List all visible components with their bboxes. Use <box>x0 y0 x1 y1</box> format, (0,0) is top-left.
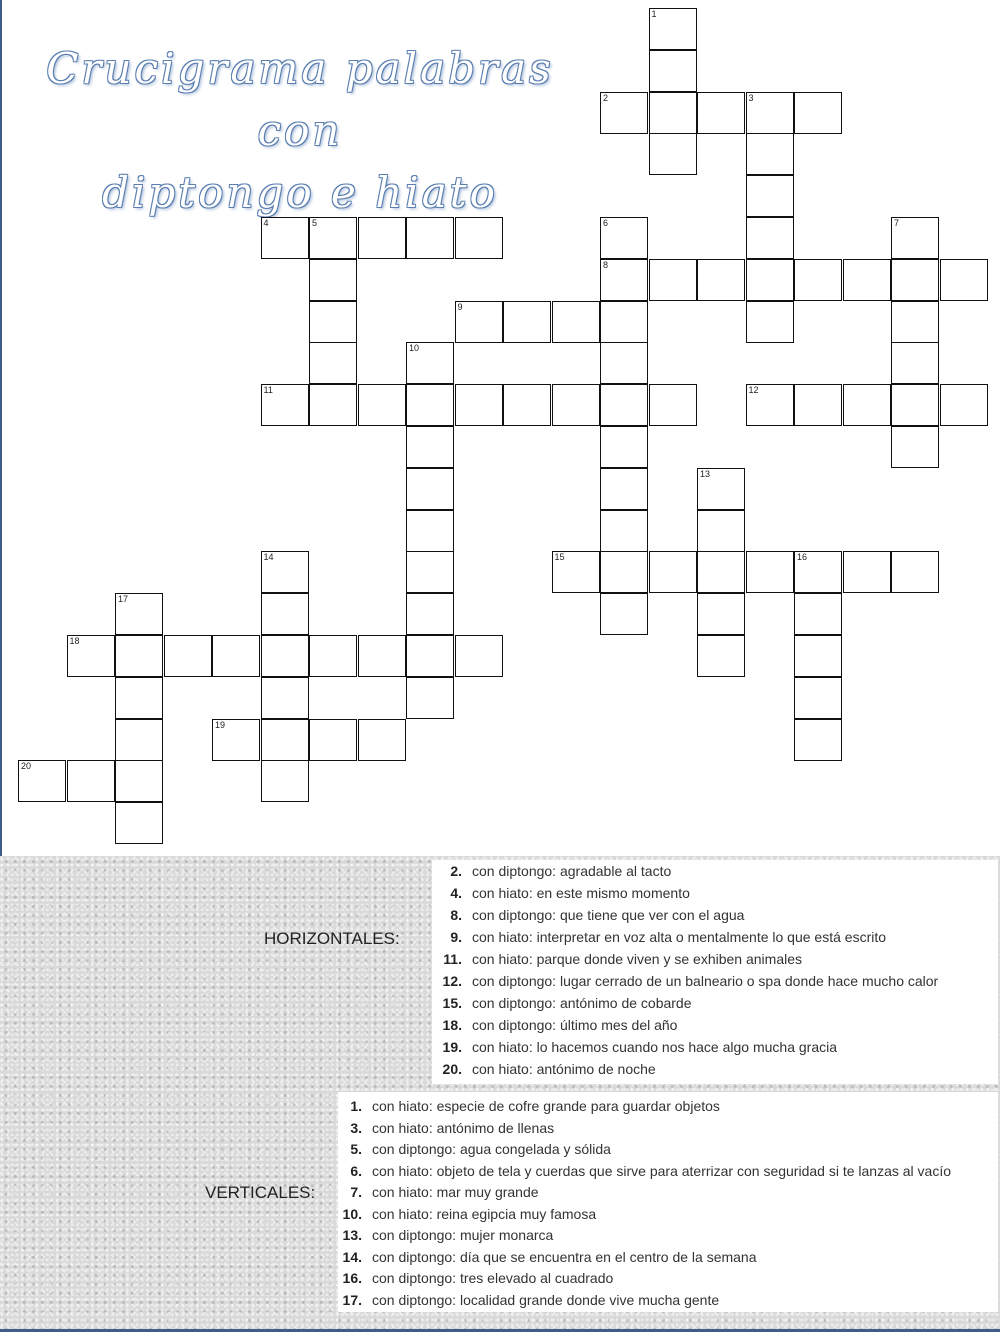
clue-number: 4 <box>263 218 269 228</box>
clue-item-text: con diptongo: mujer monarca <box>372 1227 554 1243</box>
page-title: Crucigrama palabras con diptongo e hiato <box>46 44 554 217</box>
crossword-cell[interactable] <box>212 635 260 677</box>
crossword-cell[interactable] <box>503 301 551 343</box>
crossword-cell[interactable] <box>309 342 357 384</box>
crossword-cell[interactable] <box>115 677 163 719</box>
clue-item-number: 10. <box>342 1205 362 1222</box>
crossword-cell[interactable] <box>261 593 309 635</box>
clue-item-number: 11. <box>443 951 462 967</box>
crossword-cell[interactable] <box>794 677 842 719</box>
clue-number: 2 <box>603 92 609 103</box>
clue-number: 10 <box>409 343 420 354</box>
clue-item-text: con hiato: reina egipcia muy famosa <box>372 1205 597 1222</box>
clue-item <box>440 1017 677 1033</box>
crossword-cell[interactable] <box>600 593 648 635</box>
crossword-cell[interactable] <box>115 760 163 802</box>
crossword-cell[interactable] <box>115 719 163 761</box>
clue-item <box>340 1206 596 1222</box>
clue-item-number: 15. <box>442 995 462 1011</box>
clue-item-text: con hiato: parque donde viven y se exhiben animales <box>472 951 802 967</box>
clue-item-number: 9. <box>450 929 462 945</box>
crossword-cell[interactable] <box>309 217 357 259</box>
clue-item <box>440 885 690 901</box>
crossword-cell[interactable] <box>891 301 939 343</box>
crossword-cell[interactable] <box>794 259 842 301</box>
crossword-cell[interactable] <box>794 384 842 426</box>
clue-item <box>440 1061 656 1077</box>
crossword-cell[interactable] <box>600 384 648 426</box>
clue-item-text: con hiato: en este mismo momento <box>472 885 690 901</box>
crossword-cell[interactable] <box>358 217 406 259</box>
clue-number: 13 <box>700 468 711 479</box>
crossword-cell[interactable] <box>552 301 600 343</box>
crossword-cell[interactable] <box>891 342 939 384</box>
crossword-cell[interactable] <box>261 384 309 426</box>
crossword-cell[interactable] <box>261 760 309 802</box>
crossword-cell[interactable] <box>309 719 357 761</box>
crossword-cell[interactable] <box>697 510 745 552</box>
crossword-cell[interactable] <box>843 259 891 301</box>
crossword-cell[interactable] <box>406 593 454 635</box>
crossword-cell[interactable] <box>455 635 503 677</box>
crossword-cell[interactable] <box>455 217 503 259</box>
clue-item <box>340 1141 611 1157</box>
crossword-cell[interactable] <box>891 259 939 301</box>
clue-item <box>340 1120 554 1136</box>
clue-item <box>340 1184 539 1200</box>
crossword-cell[interactable] <box>600 551 648 593</box>
clue-item-text: con hiato: mar muy grande <box>372 1184 539 1200</box>
clue-item <box>340 1249 757 1265</box>
clue-item-number: 2. <box>450 863 462 879</box>
clue-item-text: con diptongo: antónimo de cobarde <box>472 995 692 1011</box>
crossword-cell[interactable] <box>261 551 309 593</box>
horizontal-heading: HORIZONTALES: <box>264 929 400 948</box>
clue-item-text: con diptongo: agua congelada y sólida <box>372 1141 611 1157</box>
clue-number: 3 <box>748 92 754 103</box>
crossword-cell[interactable] <box>600 342 648 384</box>
clue-item <box>340 1163 951 1179</box>
clue-item <box>440 973 938 989</box>
clue-item-number: 3. <box>350 1119 362 1136</box>
clue-item-text: con hiato: especie de cofre grande para guardar objetos <box>372 1098 720 1114</box>
crossword-cell[interactable] <box>406 635 454 677</box>
clue-number: 11 <box>263 385 273 396</box>
clue-item-text: con hiato: antónimo de noche <box>472 1061 656 1077</box>
clue-item <box>440 951 802 967</box>
crossword-cell[interactable] <box>697 259 745 301</box>
crossword-cell[interactable] <box>261 677 309 719</box>
clue-item <box>440 929 886 945</box>
crossword-cell[interactable] <box>843 551 891 593</box>
crossword-cell[interactable] <box>891 551 939 593</box>
crossword-cell[interactable] <box>697 92 745 134</box>
crossword-cell[interactable] <box>67 760 115 802</box>
clue-item-number: 20. <box>442 1061 462 1077</box>
crossword-cell[interactable] <box>212 719 260 761</box>
clue-item-number: 12. <box>442 973 462 989</box>
clue-item-number: 14. <box>342 1248 362 1265</box>
clue-number: 18 <box>69 636 80 646</box>
clue-item-number: 19. <box>442 1039 462 1055</box>
crossword-cell[interactable] <box>406 342 454 384</box>
clue-item-number: 17. <box>342 1291 362 1308</box>
crossword-cell[interactable] <box>794 551 842 593</box>
crossword-cell[interactable] <box>600 259 648 301</box>
crossword-cell[interactable] <box>552 384 600 426</box>
crossword-cell[interactable] <box>794 635 842 677</box>
clue-number: 15 <box>554 552 565 563</box>
clue-number: 7 <box>894 218 900 228</box>
crossword-cell[interactable] <box>18 760 66 802</box>
crossword-cell[interactable] <box>746 175 794 217</box>
crossword-cell[interactable] <box>600 510 648 552</box>
crossword-cell[interactable] <box>600 92 648 134</box>
crossword-cell[interactable] <box>940 384 988 426</box>
crossword-cell[interactable] <box>406 217 454 259</box>
crossword-cell[interactable] <box>309 384 357 426</box>
crossword-cell[interactable] <box>794 92 842 134</box>
clue-item-number: 13. <box>342 1227 362 1243</box>
clue-item-number: 7. <box>350 1184 362 1200</box>
clue-item <box>340 1227 553 1243</box>
crossword-cell[interactable] <box>649 92 697 134</box>
clue-number: 8 <box>603 259 609 270</box>
crossword-cell[interactable] <box>649 133 697 175</box>
crossword-cell[interactable] <box>164 635 212 677</box>
clue-item-number: 5. <box>350 1141 362 1157</box>
crossword-cell[interactable] <box>600 468 648 510</box>
crossword-cell[interactable] <box>600 301 648 343</box>
clue-number: 6 <box>603 218 609 228</box>
crossword-cell[interactable] <box>697 551 745 593</box>
crossword-cell[interactable] <box>649 259 697 301</box>
crossword-cell[interactable] <box>843 384 891 426</box>
clue-number: 12 <box>748 385 759 396</box>
clue-item-text: con diptongo: lugar cerrado de un balneario o spa donde hace mucho calor <box>472 973 939 989</box>
crossword-cell[interactable] <box>406 510 454 552</box>
crossword-cell[interactable] <box>309 635 357 677</box>
crossword-cell[interactable] <box>406 426 454 468</box>
clue-item-text: con diptongo: día que se encuentra en el centro de la semana <box>372 1248 757 1265</box>
crossword-cell[interactable] <box>552 551 600 593</box>
crossword-cell[interactable] <box>697 593 745 635</box>
crossword-cell[interactable] <box>649 551 697 593</box>
crossword-cell[interactable] <box>406 384 454 426</box>
clue-item <box>340 1098 720 1114</box>
crossword-cell[interactable] <box>406 551 454 593</box>
clue-item-text: con diptongo: localidad grande donde vive mucha gente <box>372 1291 720 1308</box>
clues-area <box>0 856 1000 1329</box>
clue-item-text: con diptongo: último mes del año <box>472 1017 678 1033</box>
crossword-cell[interactable] <box>115 635 163 677</box>
crossword-cell[interactable] <box>746 384 794 426</box>
crossword-cell[interactable] <box>503 384 551 426</box>
crossword-cell[interactable] <box>891 217 939 259</box>
crossword-cell[interactable] <box>891 384 939 426</box>
crossword-cell[interactable] <box>940 259 988 301</box>
crossword-cell[interactable] <box>746 92 794 134</box>
clue-item-text: con hiato: lo hacemos cuando nos hace algo mucha gracia <box>472 1039 838 1055</box>
crossword-cell[interactable] <box>115 802 163 844</box>
clue-item-number: 1. <box>350 1098 362 1114</box>
clue-number: 17 <box>118 594 129 605</box>
clue-number: 16 <box>797 552 808 563</box>
clue-item <box>440 907 744 923</box>
crossword-cell[interactable] <box>746 217 794 259</box>
crossword-cell[interactable] <box>358 635 406 677</box>
clue-number: 1 <box>651 9 657 19</box>
clue-item-text: con hiato: antónimo de llenas <box>372 1119 555 1136</box>
crossword-cell[interactable] <box>600 426 648 468</box>
clue-item-text: con hiato: interpretar en voz alta o mentalmente lo que está escrito <box>472 929 887 945</box>
crossword-cell[interactable] <box>746 301 794 343</box>
crossword-cell[interactable] <box>649 8 697 50</box>
crossword-cell[interactable] <box>794 593 842 635</box>
crossword-cell[interactable] <box>261 719 309 761</box>
crossword-cell[interactable] <box>697 635 745 677</box>
clue-item-number: 8. <box>450 907 462 923</box>
clue-number: 19 <box>215 719 226 730</box>
crossword-cell[interactable] <box>794 719 842 761</box>
clue-item-text: con diptongo: tres elevado al cuadrado <box>372 1270 614 1286</box>
crossword-cell[interactable] <box>697 468 745 510</box>
crossword-cell[interactable] <box>649 384 697 426</box>
clue-item-text: con diptongo: que tiene que ver con el agua <box>472 907 745 923</box>
clue-number: 20 <box>21 761 32 772</box>
crossword-cell[interactable] <box>746 259 794 301</box>
crossword-cell[interactable] <box>309 301 357 343</box>
crossword-cell[interactable] <box>358 384 406 426</box>
clue-item-number: 18. <box>442 1017 462 1033</box>
crossword-cell[interactable] <box>455 301 503 343</box>
crossword-cell[interactable] <box>358 719 406 761</box>
clue-item <box>440 995 692 1011</box>
clue-item-text: con hiato: objeto de tela y cuerdas que sirve para aterrizar con seguridad si te lanzas al vacío <box>372 1162 951 1179</box>
clue-item <box>440 863 671 879</box>
crossword-cell[interactable] <box>261 217 309 259</box>
crossword-cell[interactable] <box>891 426 939 468</box>
crossword-cell[interactable] <box>406 468 454 510</box>
clue-item <box>340 1292 719 1308</box>
clue-item-number: 4. <box>450 885 462 901</box>
crossword-cell[interactable] <box>309 259 357 301</box>
clue-item-number: 6. <box>350 1162 362 1179</box>
crossword-cell[interactable] <box>649 50 697 92</box>
vertical-heading: VERTICALES: <box>205 1183 316 1202</box>
clue-item-text: con diptongo: agradable al tacto <box>472 863 672 879</box>
clue-number: 9 <box>457 301 463 312</box>
clue-number: 5 <box>312 218 318 228</box>
clue-item-number: 16. <box>342 1270 362 1286</box>
clue-number: 14 <box>263 552 274 563</box>
clue-item <box>440 1039 837 1055</box>
crossword-cell[interactable] <box>746 133 794 175</box>
crossword-cell[interactable] <box>746 551 794 593</box>
crossword-cell[interactable] <box>115 593 163 635</box>
crossword-cell[interactable] <box>406 677 454 719</box>
crossword-cell[interactable] <box>600 217 648 259</box>
crossword-cell[interactable] <box>261 635 309 677</box>
crossword-cell[interactable] <box>67 635 115 677</box>
crossword-cell[interactable] <box>455 384 503 426</box>
clue-item <box>340 1270 613 1286</box>
